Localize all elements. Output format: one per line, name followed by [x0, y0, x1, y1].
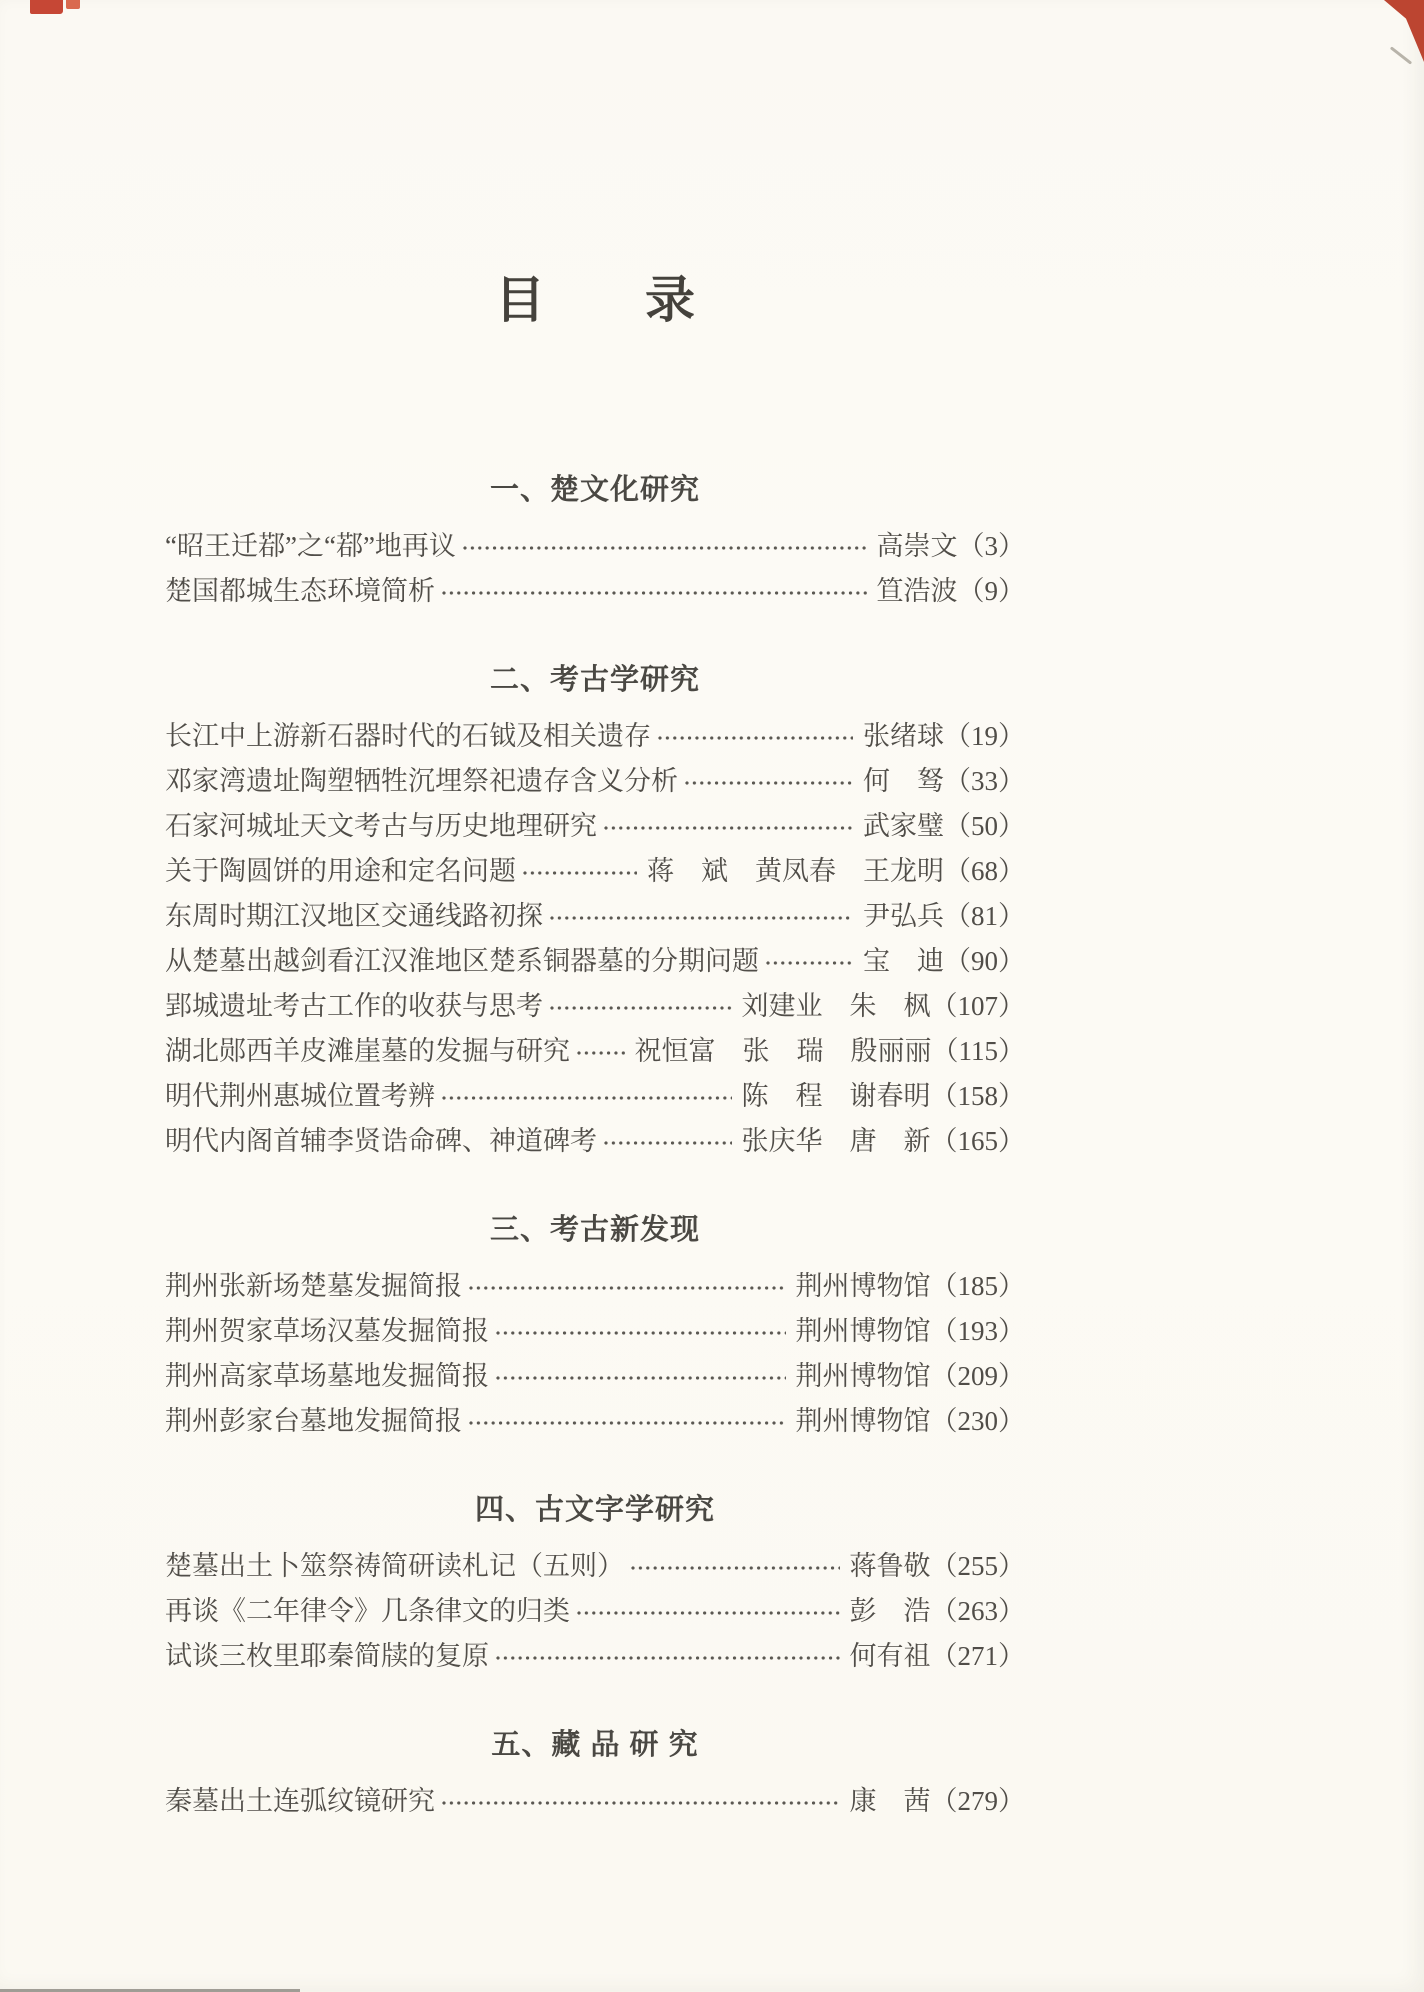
entry-page-number: （68） [944, 856, 1025, 886]
entry-title: 湖北郧西羊皮滩崖墓的发掘与研究 [165, 1036, 570, 1066]
entry-page-number: （279） [930, 1786, 1025, 1816]
entry-page-number: （90） [944, 946, 1025, 976]
toc-entry-row [165, 1634, 1025, 1679]
dot-leader [468, 1400, 786, 1430]
section-entries [165, 1779, 1025, 1824]
dot-leader [603, 1120, 732, 1150]
entry-page-number: （255） [930, 1551, 1025, 1581]
section-heading: 四、古文字学研究 [474, 1494, 715, 1526]
entry-page-number: （9） [957, 576, 1025, 606]
entry-authors: 康 茜 [849, 1786, 931, 1816]
entry-title: 明代内阁首辅李贤诰命碑、神道碑考 [165, 1126, 597, 1156]
page-title: 目 录 [495, 272, 695, 328]
dot-leader [576, 1030, 625, 1060]
section-heading: 二、考古学研究 [489, 664, 700, 696]
entry-page-number: （158） [930, 1081, 1025, 1111]
entry-title: 楚墓出土卜筮祭祷简研读札记（五则） [165, 1551, 624, 1581]
entry-authors: 宝 迪 [863, 946, 944, 976]
scan-gray-edge-mark [1390, 46, 1412, 64]
entry-title: 荆州彭家台墓地发掘简报 [165, 1406, 462, 1436]
entry-page-number: （115） [931, 1036, 1025, 1066]
entry-page-number: （271） [930, 1641, 1025, 1671]
toc-entry-row [165, 1544, 1025, 1589]
entry-page-number: （193） [930, 1316, 1025, 1346]
dot-leader [462, 525, 867, 555]
entry-page-number: （209） [930, 1361, 1025, 1391]
dot-leader [441, 1780, 840, 1810]
section-heading: 一、楚文化研究 [489, 474, 700, 506]
toc-section [165, 470, 1025, 614]
entry-title: 东周时期江汉地区交通线路初探 [165, 901, 543, 931]
entry-authors: 荆州博物馆 [795, 1271, 931, 1301]
toc-section [165, 660, 1025, 1164]
entry-title: 荆州高家草场墓地发掘简报 [165, 1361, 489, 1391]
dot-leader [765, 940, 853, 970]
entry-page-number: （165） [930, 1126, 1025, 1156]
entry-title: 试谈三枚里耶秦简牍的复原 [165, 1641, 489, 1671]
entry-authors: 何 驽 [863, 766, 944, 796]
entry-title: 从楚墓出越剑看江汉淮地区楚系铜器墓的分期问题 [165, 946, 759, 976]
toc-entry-row [165, 1589, 1025, 1634]
toc-content [165, 0, 1025, 1824]
entry-authors: 张庆华 唐 新 [741, 1126, 931, 1156]
toc-section [165, 1490, 1025, 1679]
dot-leader [576, 1590, 840, 1620]
toc-entry-row [165, 849, 1025, 894]
entry-page-number: （185） [930, 1271, 1025, 1301]
section-entries [165, 1264, 1025, 1444]
section-heading: 五、藏 品 研 究 [491, 1729, 699, 1761]
dot-leader [468, 1265, 786, 1295]
toc-entry-row [165, 524, 1025, 569]
entry-page-number: （263） [930, 1596, 1025, 1626]
dot-leader [549, 985, 732, 1015]
dot-leader [657, 715, 853, 745]
dot-leader [603, 805, 853, 835]
dot-leader [441, 570, 867, 600]
toc-entry-row [165, 804, 1025, 849]
toc-entry-row [165, 714, 1025, 759]
entry-authors: 荆州博物馆 [795, 1406, 931, 1436]
dot-leader [495, 1310, 786, 1340]
dot-leader [441, 1075, 732, 1105]
entry-title: 荆州张新场楚墓发掘简报 [165, 1271, 462, 1301]
entry-title: “昭王迁鄀”之“鄀”地再议 [165, 531, 456, 561]
toc-entry-row [165, 939, 1025, 984]
entry-page-number: （230） [930, 1406, 1025, 1436]
toc-section [165, 1725, 1025, 1824]
entry-title: 楚国都城生态环境简析 [165, 576, 435, 606]
entry-authors: 高崇文 [876, 531, 958, 561]
entry-authors: 陈 程 谢春明 [741, 1081, 931, 1111]
entry-authors: 张绪球 [863, 721, 944, 751]
toc-entry-row [165, 569, 1025, 614]
dot-leader [549, 895, 853, 925]
toc-section [165, 1210, 1025, 1444]
entry-page-number: （33） [944, 766, 1025, 796]
entry-title: 荆州贺家草场汉墓发掘简报 [165, 1316, 489, 1346]
toc-entry-row [165, 1779, 1025, 1824]
entry-page-number: （3） [957, 531, 1025, 561]
entry-authors: 何有祖 [849, 1641, 931, 1671]
dot-leader [630, 1545, 840, 1575]
entry-authors: 刘建业 朱 枫 [741, 991, 931, 1021]
scan-red-mark-left-small [66, 0, 80, 9]
toc-entry-row [165, 1309, 1025, 1354]
entry-page-number: （50） [944, 811, 1025, 841]
entry-authors: 荆州博物馆 [795, 1361, 931, 1391]
toc-entry-row [165, 1119, 1025, 1164]
entry-title: 长江中上游新石器时代的石钺及相关遗存 [165, 721, 651, 751]
toc-entry-row [165, 1029, 1025, 1074]
entry-title: 关于陶圆饼的用途和定名问题 [165, 856, 516, 886]
toc-entry-row [165, 894, 1025, 939]
toc-entry-row [165, 1074, 1025, 1119]
entry-authors: 武家璧 [863, 811, 944, 841]
entry-authors: 祝恒富 张 瑞 殷丽丽 [634, 1036, 932, 1066]
toc-entry-row [165, 759, 1025, 804]
section-entries [165, 1544, 1025, 1679]
section-heading: 三、考古新发现 [489, 1214, 700, 1246]
entry-page-number: （107） [930, 991, 1025, 1021]
toc-entry-row [165, 1399, 1025, 1444]
entry-page-number: （19） [944, 721, 1025, 751]
entry-title: 邓家湾遗址陶塑牺牲沉埋祭祀遗存含义分析 [165, 766, 678, 796]
toc-sections [165, 470, 1025, 1824]
entry-authors: 蒋鲁敬 [849, 1551, 931, 1581]
entry-page-number: （81） [944, 901, 1025, 931]
dot-leader [495, 1635, 840, 1665]
entry-title: 郢城遗址考古工作的收获与思考 [165, 991, 543, 1021]
toc-entry-row [165, 1354, 1025, 1399]
dot-leader [495, 1355, 786, 1385]
entry-title: 再谈《二年律令》几条律文的归类 [165, 1596, 570, 1626]
dot-leader [522, 850, 637, 880]
dot-leader [684, 760, 853, 790]
entry-authors: 彭 浩 [849, 1596, 931, 1626]
entry-authors: 尹弘兵 [863, 901, 944, 931]
scan-red-mark-left [30, 0, 63, 14]
toc-entry-row [165, 984, 1025, 1029]
scan-red-corner-top-right [1384, 0, 1424, 62]
entry-authors: 荆州博物馆 [795, 1316, 931, 1346]
entry-authors: 蒋 斌 黄凤春 王龙明 [647, 856, 944, 886]
entry-authors: 笪浩波 [876, 576, 958, 606]
entry-title: 石家河城址天文考古与历史地理研究 [165, 811, 597, 841]
section-entries [165, 714, 1025, 1164]
entry-title: 明代荆州惠城位置考辨 [165, 1081, 435, 1111]
section-entries [165, 524, 1025, 614]
entry-title: 秦墓出土连弧纹镜研究 [165, 1786, 435, 1816]
toc-entry-row [165, 1264, 1025, 1309]
